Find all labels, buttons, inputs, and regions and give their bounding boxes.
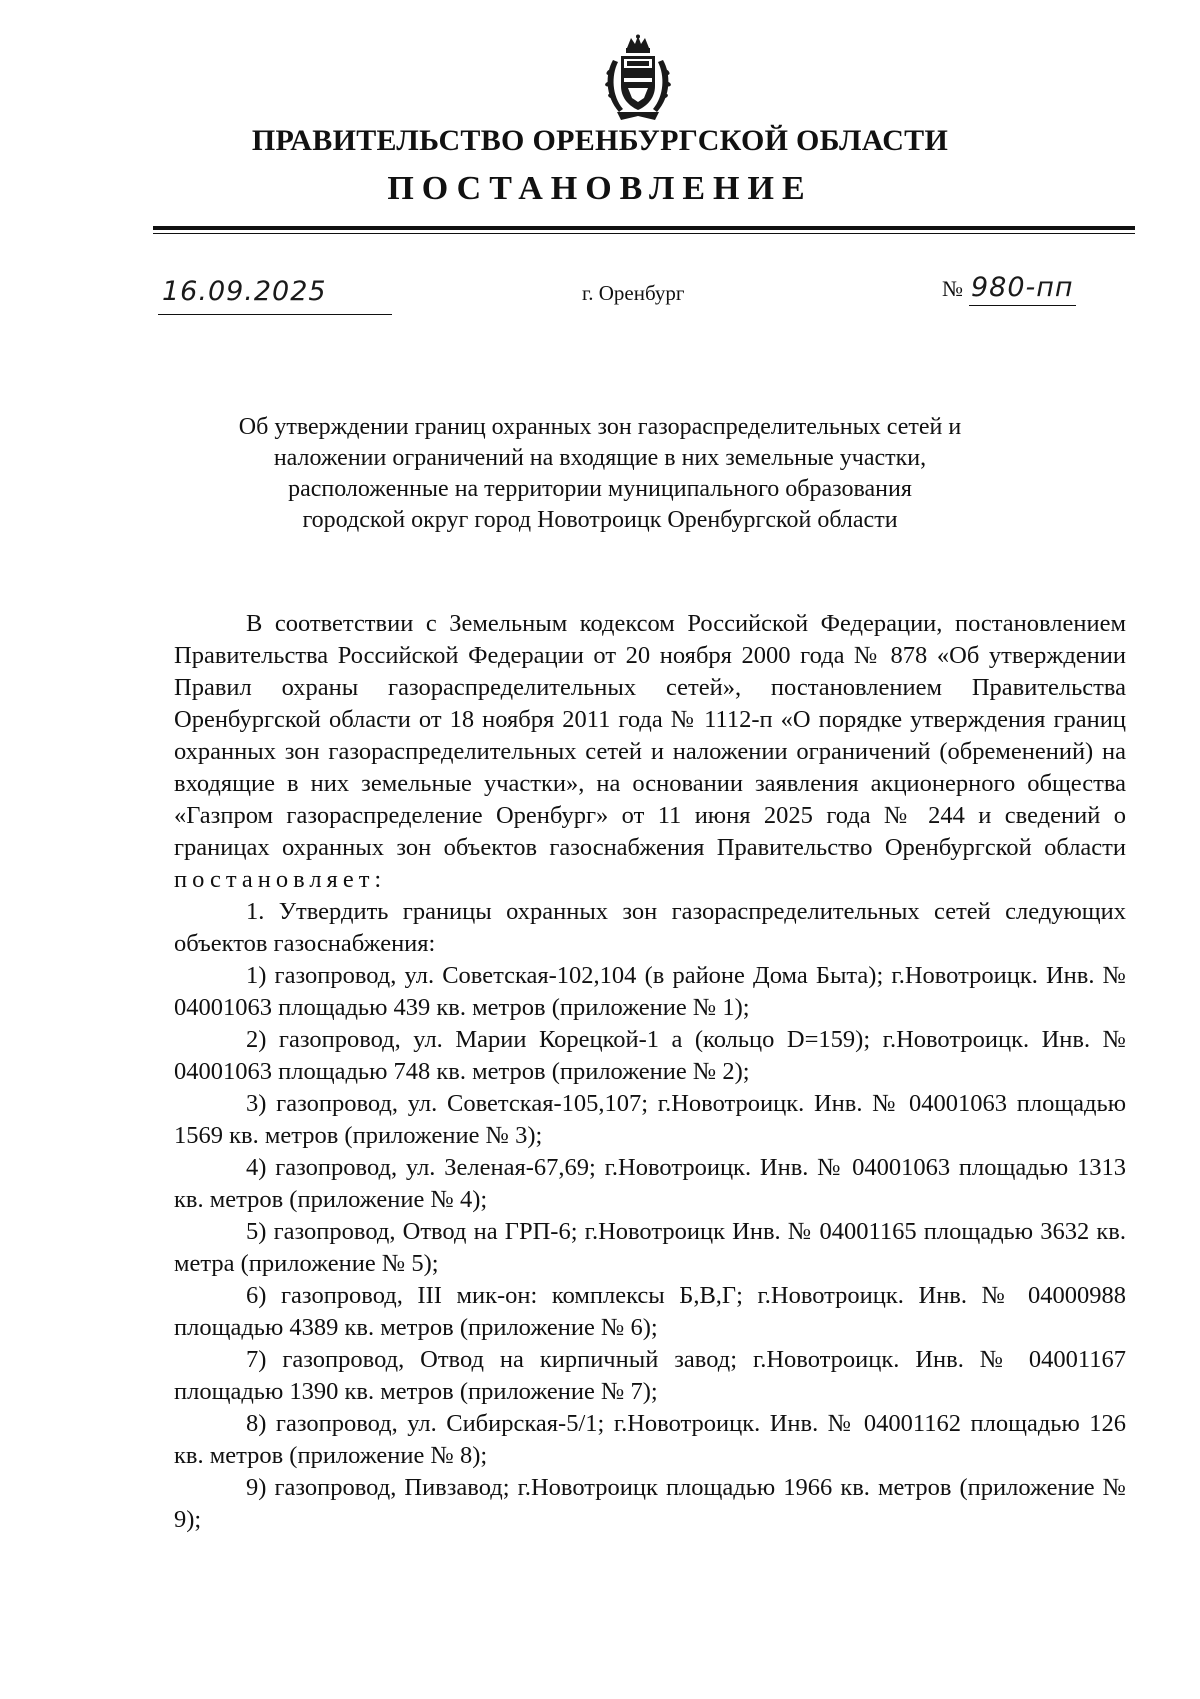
government-title: ПРАВИТЕЛЬСТВО ОРЕНБУРГСКОЙ ОБЛАСТИ: [251, 124, 949, 157]
preamble-text: В соответствии с Земельным кодексом Российской Федерации, постановлением Правительства Российской Федерации от 20 ноября 2000 года № 878 «Об утверждении Правил охраны газораспределительных сетей», постановлением Правительства Оренбургской области от 18 ноября 2011 года № 1112-п «О порядке утверждения границ охранных зон газораспределительных сетей и наложении ограничений (обременений) на входящие в них земельные участки», на основании заявления акционерного общества «Газпром газораспределение Оренбург» от 11 июня 2025 года № 244 и сведений о границах охранных зон объектов газоснабжения Правительство Оренбургской области: [174, 610, 1126, 861]
date-field: [158, 276, 392, 315]
document-city: г. Оренбург: [582, 281, 685, 305]
list-item: 6) газопровод, III мик-он: комплексы Б,В,Г; г.Новотроицк. Инв. № 04000988 площадью 4389 кв. метров (приложение № 6);: [174, 1282, 1126, 1341]
header-divider-thin: [153, 233, 1135, 234]
header-divider-thick: [153, 226, 1135, 230]
document-type-title: ПОСТАНОВЛЕНИЕ: [387, 170, 813, 207]
list-item: 7) газопровод, Отвод на кирпичный завод; г.Новотроицк. Инв. № 04001167 площадью 1390 кв. метров (приложение № 7);: [174, 1346, 1126, 1405]
list-item: 1) газопровод, ул. Советская-102,104 (в районе Дома Быта); г.Новотроицк. Инв. № 04001063 площадью 439 кв. метров (приложение № 1);: [174, 962, 1126, 1021]
list-item: 8) газопровод, ул. Сибирская-5/1; г.Новотроицк. Инв. № 04001162 площадью 126 кв. метров (приложение № 8);: [174, 1410, 1126, 1469]
subject-line: Об утверждении границ охранных зон газораспределительных сетей и: [238, 414, 962, 440]
point-1-paragraph: 1. Утвердить границы охранных зон газораспределительных сетей следующих объектов газоснабжения:: [174, 898, 1126, 957]
list-item: 3) газопровод, ул. Советская-105,107; г.Новотроицк. Инв. № 04001063 площадью 1569 кв. метров (приложение № 3);: [174, 1090, 1126, 1149]
list-item: 5) газопровод, Отвод на ГРП-6; г.Новотроицк Инв. № 04001165 площадью 3632 кв. метра (приложение № 5);: [174, 1218, 1126, 1277]
resolves-word: постановляет:: [174, 866, 387, 893]
list-item: 2) газопровод, ул. Марии Корецкой-1 а (кольцо D=159); г.Новотроицк. Инв. № 04001063 площадью 748 кв. метров (приложение № 2);: [174, 1026, 1126, 1085]
list-item: 9) газопровод, Пивзавод; г.Новотроицк площадью 1966 кв. метров (приложение № 9);: [174, 1474, 1126, 1533]
subject-line: городской округ город Новотроицк Оренбургской области: [302, 507, 898, 533]
document-body: [174, 608, 1126, 1536]
orenburg-coat-of-arms-icon: [597, 34, 679, 124]
preamble-paragraph: [174, 608, 1126, 896]
subject-line: наложении ограничений на входящие в них земельные участки,: [273, 445, 927, 471]
document-number: 980-пп: [969, 272, 1076, 306]
document-number-field: [942, 272, 1076, 306]
subject-line: расположенные на территории муниципального образования: [288, 476, 912, 502]
number-sign: №: [942, 276, 963, 301]
list-item: 4) газопровод, ул. Зеленая-67,69; г.Новотроицк. Инв. № 04001063 площадью 1313 кв. метров (приложение № 4);: [174, 1154, 1126, 1213]
document-subject: [160, 412, 1040, 536]
document-date: 16.09.2025: [162, 276, 327, 307]
